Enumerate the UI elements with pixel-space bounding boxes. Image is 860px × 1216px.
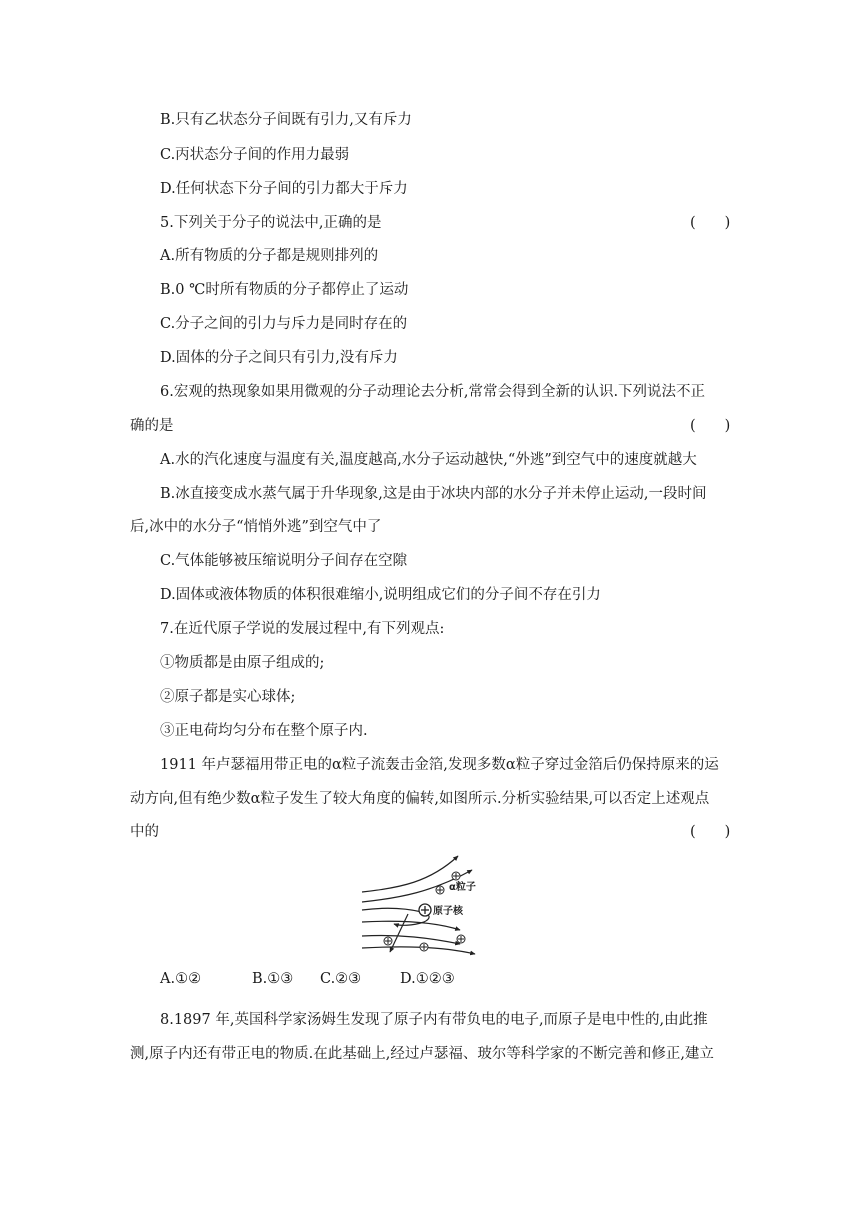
q7-choices bbox=[160, 969, 455, 989]
q7-viewpoint-2: ②原子都是实心球体; bbox=[160, 689, 296, 705]
q7-paragraph-line2: 动方向,但有绝少数α粒子发生了较大角度的偏转,如图所示.分析实验结果,可以否定上述观点 bbox=[130, 791, 710, 807]
alpha-particle-label: α粒子 bbox=[449, 882, 476, 893]
q5-stem: 5.下列关于分子的说法中,正确的是 bbox=[160, 215, 382, 231]
q7-viewpoint-1: ①物质都是由原子组成的; bbox=[160, 655, 325, 671]
q6-stem-line1: 6.宏观的热现象如果用微观的分子动理论去分析,常常会得到全新的认识.下列说法不正 bbox=[160, 384, 706, 400]
q6-option-a: A.水的汽化速度与温度有关,温度越高,水分子运动越快,“外逃”到空气中的速度就越大 bbox=[160, 452, 697, 468]
q5-answer-paren: ( ) bbox=[690, 215, 731, 231]
q5-option-c: C.分子之间的引力与斥力是同时存在的 bbox=[160, 316, 408, 332]
q8-stem-line1: 8.1897 年,英国科学家汤姆生发现了原子内有带负电的电子,而原子是电中性的,由此推 bbox=[160, 1012, 708, 1028]
nucleus-icon bbox=[419, 904, 431, 916]
q6-answer-paren: ( ) bbox=[690, 418, 731, 434]
q6-option-c: C.气体能够被压缩说明分子间存在空隙 bbox=[160, 553, 408, 569]
alpha-path-1 bbox=[362, 856, 458, 892]
alpha-path-7 bbox=[390, 914, 408, 952]
q7-answer-paren: ( ) bbox=[690, 824, 731, 840]
q6-option-b-line1: B.冰直接变成水蒸气属于升华现象,这是由于冰块内部的水分子并未停止运动,一段时间 bbox=[160, 486, 707, 502]
q4-option-d: D.任何状态下分子间的引力都大于斥力 bbox=[160, 181, 408, 197]
q7-paragraph-line1: 1911 年卢瑟福用带正电的α粒子流轰击金箔,发现多数α粒子穿过金箔后仍保持原来的运 bbox=[160, 757, 719, 773]
q5-option-d: D.固体的分子之间只有引力,没有斥力 bbox=[160, 350, 398, 366]
q4-option-b: B.只有乙状态分子间既有引力,又有斥力 bbox=[160, 112, 412, 128]
q7-choice-b: B.①③ bbox=[252, 971, 294, 987]
q5-option-b: B.0 ℃时所有物质的分子都停止了运动 bbox=[160, 282, 409, 298]
alpha-path-5 bbox=[362, 935, 460, 944]
q7-choice-d: D.①②③ bbox=[400, 971, 455, 987]
q6-option-d: D.固体或液体物质的体积很难缩小,说明组成它们的分子间不存在引力 bbox=[160, 587, 601, 603]
q6-stem-line2: 确的是 bbox=[130, 418, 174, 434]
q4-option-c: C.丙状态分子间的作用力最弱 bbox=[160, 147, 350, 163]
q7-paragraph-line3: 中的 bbox=[130, 824, 159, 840]
alpha-path-4 bbox=[362, 921, 460, 930]
q7-choice-a: A.①② bbox=[160, 971, 202, 987]
q7-stem: 7.在近代原子学说的发展过程中,有下列观点: bbox=[160, 621, 445, 637]
q7-choice-c: C.②③ bbox=[320, 971, 362, 987]
rutherford-scattering-figure bbox=[360, 850, 490, 958]
q7-viewpoint-3: ③正电荷均匀分布在整个原子内. bbox=[160, 723, 368, 739]
q8-stem-line2: 测,原子内还有带正电的物质.在此基础上,经过卢瑟福、玻尔等科学家的不断完善和修正,建立 bbox=[130, 1046, 714, 1062]
alpha-path-6 bbox=[362, 947, 475, 954]
q6-option-b-line2: 后,冰中的水分子“悄悄外逃”到空气中了 bbox=[130, 519, 382, 535]
q5-option-a: A.所有物质的分子都是规则排列的 bbox=[160, 248, 379, 264]
nucleus-label: 原子核 bbox=[433, 906, 463, 917]
